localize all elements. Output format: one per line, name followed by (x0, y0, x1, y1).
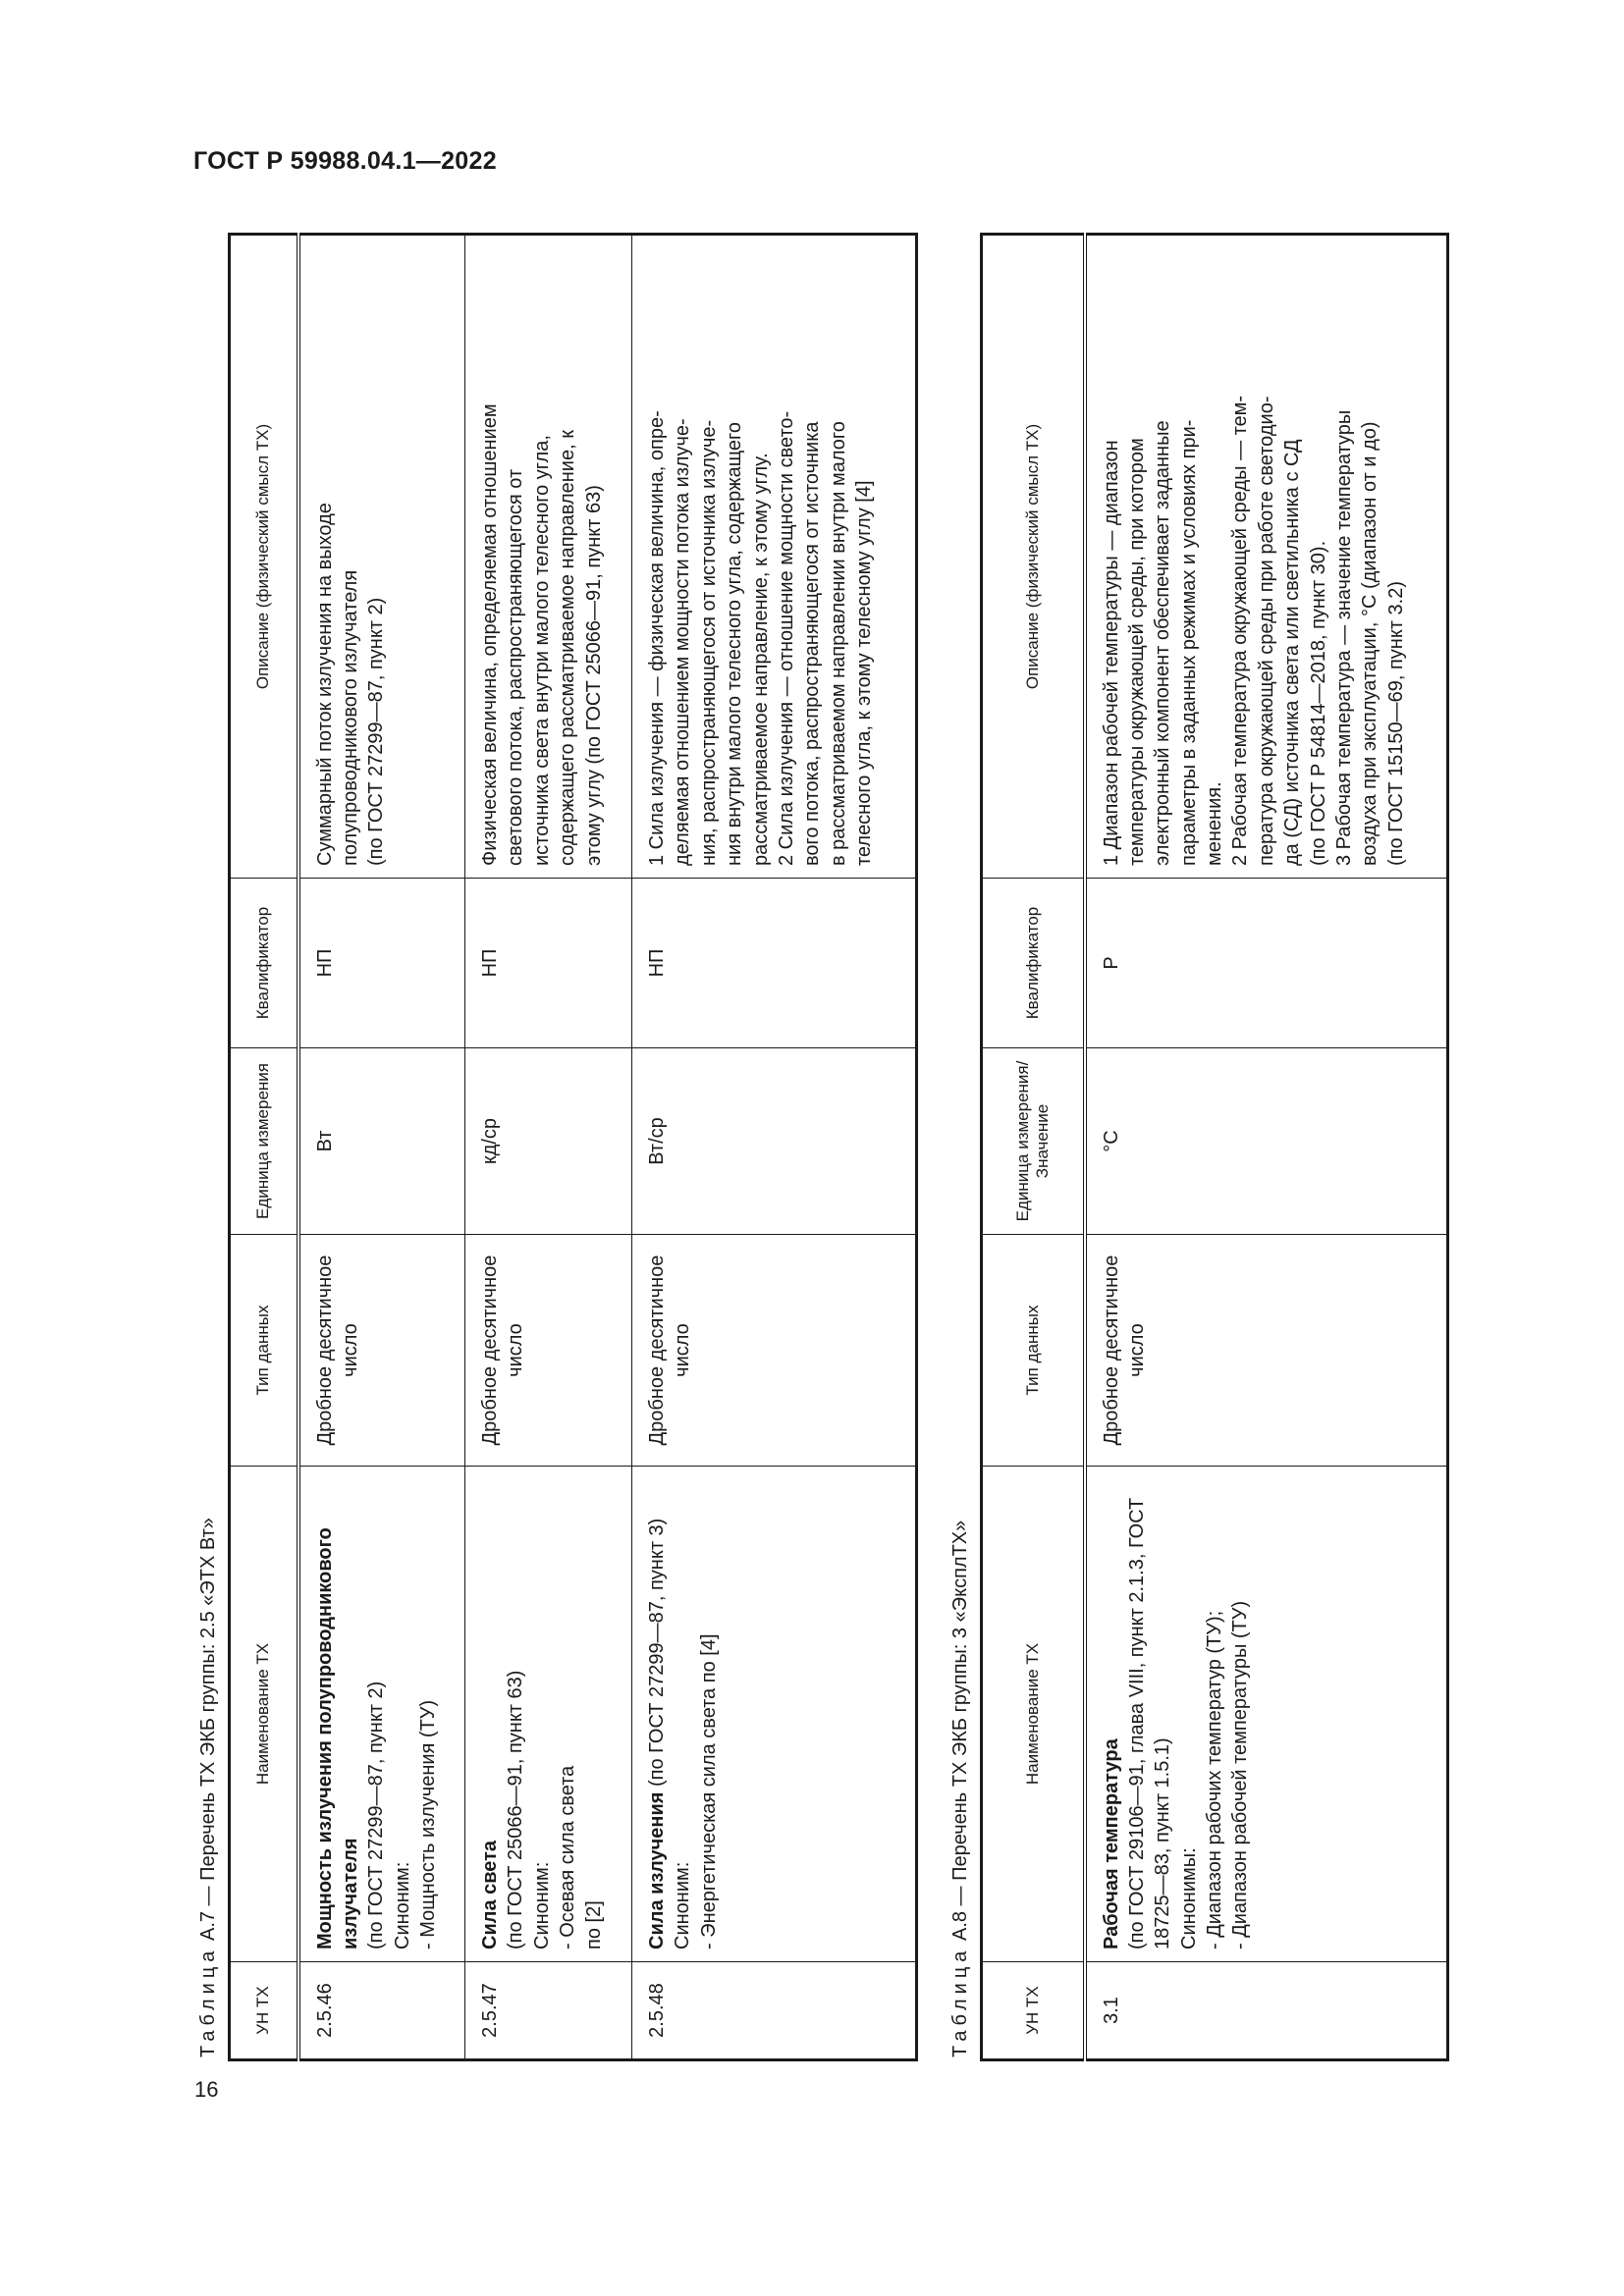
row-synonym: - Диапазон рабочих температур (ТУ); (1204, 1610, 1226, 1949)
row-synonym: - Мощность излучения (ТУ) (417, 1699, 440, 1949)
row-synonym: по [2] (582, 1900, 605, 1949)
description-line: да (СД) источника света или светильника с СД (1281, 439, 1304, 866)
row-id: 2.5.48 (632, 1962, 917, 2060)
row-name-title: Рабочая температура (1100, 1738, 1122, 1949)
row-qualifier: НП (298, 879, 465, 1048)
document-header: ГОСТ Р 59988.04.1—2022 (193, 147, 497, 175)
row-unit: Вт/ср (632, 1048, 917, 1235)
column-header-id: УН ТХ (230, 1962, 298, 2060)
row-qualifier: НП (632, 879, 917, 1048)
column-header-id: УН ТХ (982, 1962, 1085, 2060)
table-a8-block (941, 236, 1449, 2061)
row-qualifier: Р (1085, 879, 1448, 1048)
description-line: температуры окружающей среды, при котором (1125, 438, 1148, 866)
column-header-qualifier: Квалификатор (982, 879, 1085, 1048)
row-synonym-label: Синонимы: (1177, 1847, 1200, 1949)
column-header-unit: Единица измерения (230, 1048, 298, 1235)
row-description (1085, 235, 1448, 879)
description-line: содержащего рассматриваемое направление, к (557, 430, 579, 866)
table-a8-caption-prefix: Таблица (949, 1946, 971, 2057)
row-name (1085, 1467, 1448, 1962)
row-synonym: - Энергетическая сила света по [4] (697, 1633, 720, 1949)
description-line: 2 Сила излучения — отношение мощности свето- (775, 410, 797, 866)
row-name-ref: (по ГОСТ 29106—91, глава VIII, пункт 2.1.3, ГОСТ 18725—83, пункт 1.5.1) (1125, 1497, 1174, 1949)
row-type: Дробное десятичное число (465, 1235, 632, 1467)
table-a7-header-row (230, 235, 298, 2060)
row-name-ref: (по ГОСТ 27299—87, пункт 3) (646, 1518, 668, 1787)
description-line: 1 Диапазон рабочей температуры — диапазон (1100, 440, 1122, 866)
row-synonym: - Диапазон рабочей температуры (ТУ) (1229, 1600, 1252, 1949)
row-synonym-label: Синоним: (530, 1861, 553, 1949)
row-synonym: - Осевая сила света (557, 1765, 579, 1949)
description-line: ния, распространяющегося от источника излуче- (697, 419, 720, 866)
row-name (465, 1467, 632, 1962)
table-row (465, 235, 632, 2060)
column-header-type: Тип данных (982, 1235, 1085, 1467)
row-unit: Вт (298, 1048, 465, 1235)
table-a8 (980, 233, 1449, 2061)
description-line: 1 Сила излучения — физическая величина, опре- (646, 410, 668, 866)
description-line: телесного угла, к этому телесному углу [4] (853, 480, 876, 866)
description-line: воздуха при эксплуатации, °С (диапазон от и до) (1359, 421, 1381, 866)
row-id: 2.5.46 (298, 1962, 465, 2060)
table-a7 (228, 233, 918, 2061)
description-line: Суммарный поток излучения на выходе (313, 503, 336, 866)
column-header-name: Наименование ТХ (982, 1467, 1085, 1962)
row-unit: °С (1085, 1048, 1448, 1235)
description-line: источника света внутри малого телесного угла, (530, 435, 553, 866)
row-name-title: Сила излучения (646, 1791, 668, 1949)
description-line: 2 Рабочая температура окружающей среды — тем- (1229, 395, 1252, 866)
row-type: Дробное десятичное число (632, 1235, 917, 1467)
column-header-qualifier: Квалификатор (230, 879, 298, 1048)
description-line: (по ГОСТ 27299—87, пункт 2) (365, 597, 388, 866)
description-line: деляемая отношением мощности потока излуче- (672, 418, 694, 866)
description-line: вого потока, распространяющегося от источника (801, 421, 824, 866)
description-line: светового потока, распространяющегося от (505, 468, 527, 866)
row-name (298, 1467, 465, 1962)
column-header-description: Описание (физический смысл ТХ) (230, 235, 298, 879)
row-name-title: Мощность излучения полупроводникового излучателя (313, 1527, 361, 1949)
row-name (632, 1467, 917, 1962)
column-header-description: Описание (физический смысл ТХ) (982, 235, 1085, 879)
table-a8-caption (941, 236, 980, 2061)
table-a7-caption-text: А.7 — Перечень ТХ ЭКБ группы: 2.5 «ЭТХ Вт» (197, 1518, 219, 1942)
table-a7-caption (189, 236, 228, 2061)
description-line: Физическая величина, определяемая отношением (479, 403, 501, 866)
description-line: менения. (1204, 781, 1226, 866)
description-line: электронный компонент обеспечивает заданные (1152, 420, 1174, 866)
description-line: параметры в заданных режимах и условиях при- (1177, 419, 1200, 866)
row-synonym-label: Синоним: (391, 1861, 413, 1949)
row-qualifier: НП (465, 879, 632, 1048)
row-name-ref: (по ГОСТ 27299—87, пункт 2) (365, 1681, 388, 1949)
row-name-ref: (по ГОСТ 25066—91, пункт 63) (505, 1670, 527, 1949)
description-line: этому углу (по ГОСТ 25066—91, пункт 63) (582, 485, 605, 866)
row-type: Дробное десятичное число (1085, 1235, 1448, 1467)
column-header-name: Наименование ТХ (230, 1467, 298, 1962)
description-line: (по ГОСТ 15150—69, пункт 3.2) (1384, 581, 1407, 866)
row-id: 2.5.47 (465, 1962, 632, 2060)
description-line: (по ГОСТ Р 54814—2018, пункт 30). (1307, 540, 1329, 866)
row-name-title: Сила света (479, 1840, 501, 1949)
table-a8-header-row (982, 235, 1085, 2060)
row-id: 3.1 (1085, 1962, 1448, 2060)
description-line: ния внутри малого телесного угла, содержащего (724, 421, 746, 866)
column-header-unit: Единица измерения/ Значение (982, 1048, 1085, 1235)
row-unit: кд/ср (465, 1048, 632, 1235)
table-row (1085, 235, 1448, 2060)
row-description (465, 235, 632, 879)
row-type: Дробное десятичное число (298, 1235, 465, 1467)
description-line: пература окружающей среды при работе светодио- (1255, 396, 1277, 866)
row-synonym-label: Синоним: (672, 1861, 694, 1949)
table-row (298, 235, 465, 2060)
row-description (632, 235, 917, 879)
description-line: полупроводникового излучателя (339, 569, 361, 866)
table-row (632, 235, 917, 2060)
column-header-type: Тип данных (230, 1235, 298, 1467)
row-description (298, 235, 465, 879)
table-a8-caption-text: А.8 — Перечень ТХ ЭКБ группы: 3 «ЭксплТХ» (949, 1520, 971, 1942)
table-a7-block (189, 236, 918, 2061)
description-line: рассматриваемое направление, к этому углу. (749, 453, 772, 866)
page-number: 16 (194, 2077, 219, 2102)
description-line: в рассматриваемом направлении внутри малого (827, 421, 849, 866)
description-line: 3 Рабочая температура — значение температуры (1333, 409, 1356, 866)
table-a7-caption-prefix: Таблица (197, 1946, 219, 2057)
